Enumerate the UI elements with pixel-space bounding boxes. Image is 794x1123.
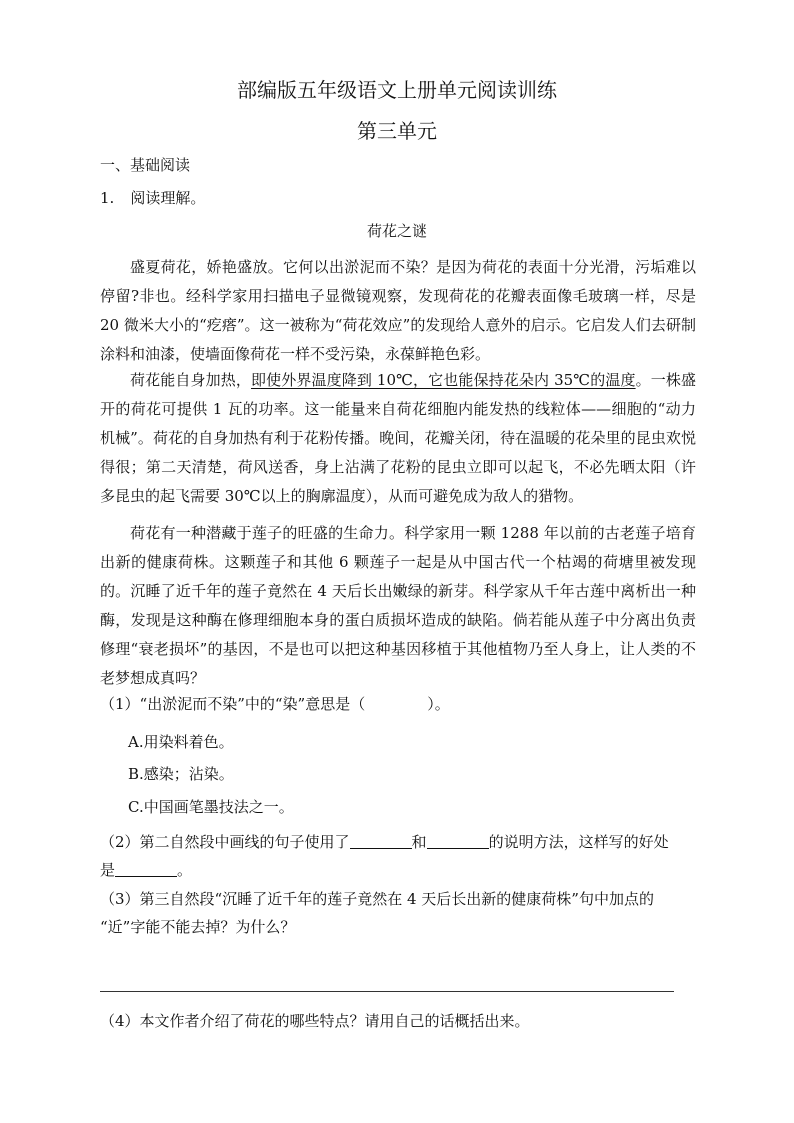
question-4: （4）本文作者介绍了荷花的哪些特点？请用自己的话概括出来。 [100, 1012, 530, 1030]
item-number: 1. [100, 189, 115, 207]
paragraph-1: 盛夏荷花，娇艳盛放。它何以出淤泥而不染？是因为荷花的表面十分光滑，污垢难以停留?非也。经科学家用扫描电子显微镜观察，发现荷花的花瓣表面像毛玻璃一样，尽是 20 微米大小的“疙瘩”。这一被称为“荷花效应”的发现给人意外的启示。它启发人们去研制涂料和油漆，使墙面像荷花一样不受污染，永葆鲜艳色彩。 [100, 258, 696, 363]
question-1-stem: （1）“出淤泥而不染”中的“染”意思是（ ）。 [100, 695, 450, 713]
question-3-answer-line[interactable] [100, 991, 674, 992]
question-1-option-a: A.用染料着色。 [128, 733, 234, 751]
paragraph-2 [100, 366, 696, 511]
document-title: 部编版五年级语文上册单元阅读训练 [237, 78, 557, 102]
paragraph-2-start: 荷花能自身加热， [130, 371, 252, 389]
question-2-blank-3[interactable] [115, 861, 177, 877]
item-label: 阅读理解。 [130, 189, 206, 207]
unit-title: 第三单元 [357, 119, 437, 143]
underlined-sentence: 即使外界温度降到 10℃，它也能保持花朵内 35℃的温度 [251, 371, 636, 389]
question-3: （3）第三自然段“沉睡了近千年的莲子竟然在 4 天后长出新的健康荷株”句中加点的 “近”字能不能去掉？为什么？ [100, 890, 654, 936]
question-2-blank-1[interactable] [350, 833, 412, 849]
passage-title: 荷花之谜 [366, 222, 427, 240]
question-2-blank-2[interactable] [427, 833, 489, 849]
paragraph-3: 荷花有一种潜藏于莲子的旺盛的生命力。科学家用一颗 1288 年以前的古老莲子培育出新的健康荷株。这颗莲子和其他 6 颗莲子一起是从中国古代一个枯竭的荷塘里被发现的。沉睡了近千年的莲子竟然在 4 天后长出嫩绿的新芽。科学家从千年古莲中离析出一种酶，发现是这种酶在修理细胞本身的蛋白质损坏造成的缺陷。倘若能从莲子中分离出负责修理“衰老损坏”的基因，不是也可以把这种基因移植于其他植物乃至人身上，让人类的不老梦想成真吗？ [100, 524, 696, 687]
question-2: （2）第二自然段中画线的句子使用了 和 的说明方法，这样写的好处 是 。 [100, 833, 669, 879]
question-1-option-c: C.中国画笔墨技法之一。 [128, 798, 294, 816]
paragraph-2-rest: 。一株盛开的荷花可提供 1 瓦的功率。这一能量来自荷花细胞内能发热的线粒体——细胞的“动力机械”。荷花的自身加热有利于花粉传播。晚间，花瓣关闭，待在温暖的花朵里的昆虫欢悦得很；第二天清楚，荷风送香，身上沾满了花粉的昆虫立即可以起飞，不必先晒太阳（许多昆虫的起飞需要 30℃以上的胸廓温度），从而可避免成为敌人的猎物。 [100, 371, 696, 505]
section-heading: 一、基础阅读 [100, 156, 191, 174]
item-line [100, 187, 696, 209]
question-1-option-b: B.感染；沾染。 [128, 765, 234, 783]
